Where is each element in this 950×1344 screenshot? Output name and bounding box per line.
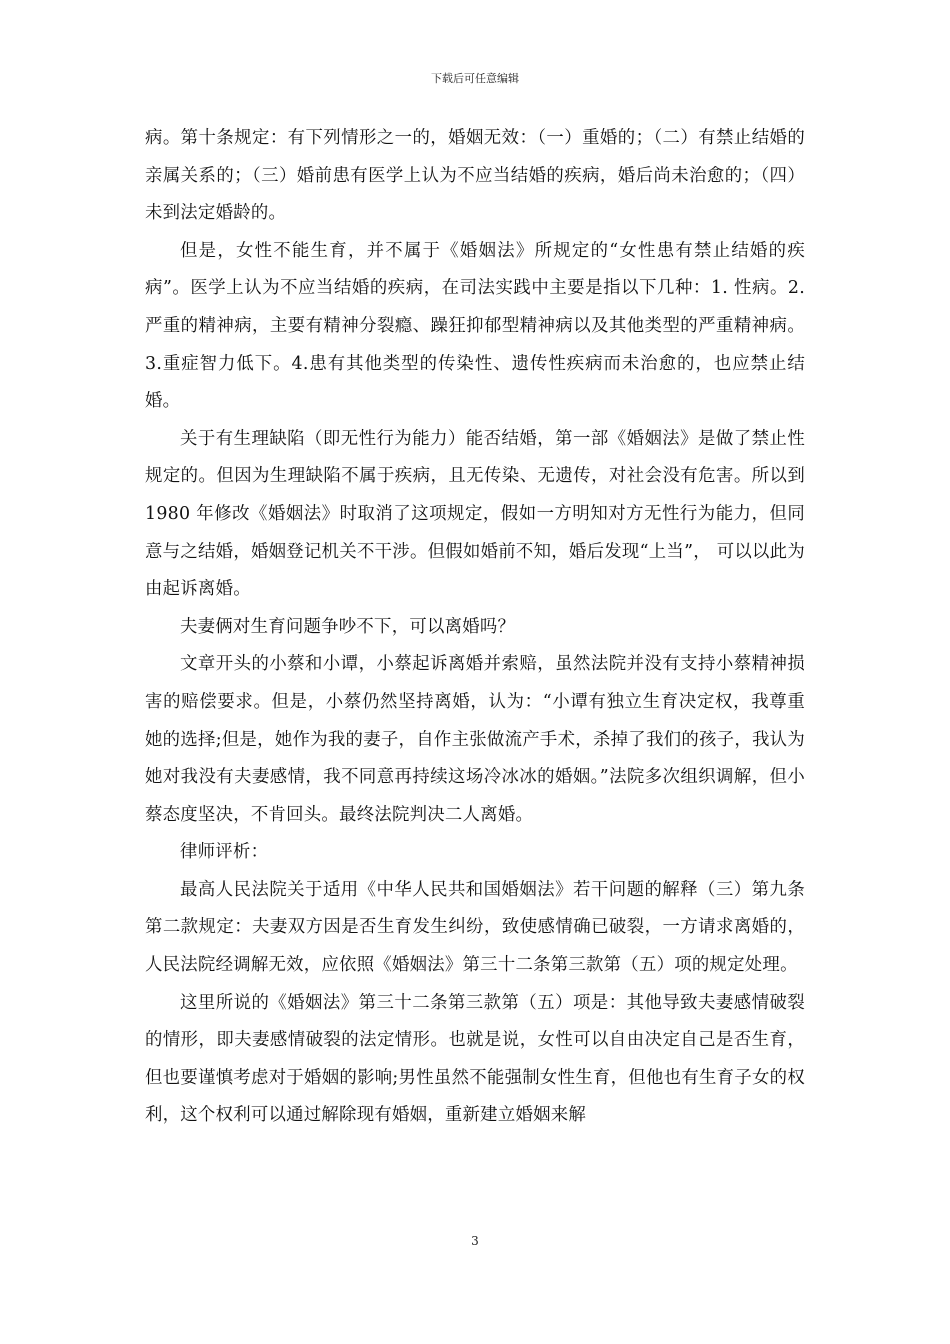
page-number: 3 (471, 1234, 479, 1248)
section-question: 夫妻俩对生育问题争吵不下，可以离婚吗？ (180, 616, 516, 637)
paragraph: 但是，女性不能生育，并不属于《婚姻法》所规定的“女性患有禁止结婚的疾病”。医学上认为不应当结婚的疾病，在司法实践中主要是指以下几种：1. 性病。2.严重的精神病，主要有精神分裂瘾、躁狂抑郁型精神病以及其他类型的严重精神病。3.重症智力低下。4.患有其他类型的传染性、遗传性疾病而未治愈的，也应禁止结婚。 (145, 240, 805, 412)
paragraph: 文章开头的小蔡和小谭，小蔡起诉离婚并索赔，虽然法院并没有支持小蔡精神损害的赔偿要求。但是，小蔡仍然坚持离婚，认为：“小谭有独立生育决定权，我尊重她的选择;但是，她作为我的妻子，自作主张做流产手术，杀掉了我们的孩子，我认为她对我没有夫妻感情，我不同意再持续这场冷冰冰的婚姻。”法院多次组织调解，但小蔡态度坚决，不肯回头。最终法院判决二人离婚。 (145, 654, 805, 825)
document-body (145, 120, 805, 1135)
paragraph: 关于有生理缺陷（即无性行为能力）能否结婚，第一部《婚姻法》是做了禁止性规定的。但因为生理缺陷不属于疾病，且无传染、无遗传，对社会没有危害。所以到 1980 年修改《婚姻法》时取消了这项规定，假如一方明知对方无性行为能力，但同意与之结婚，婚姻登记机关不干涉。但假如婚前不知，婚后发现“上当”， 可以以此为由起诉离婚。 (145, 428, 805, 600)
section-heading: 律师评析： (180, 842, 269, 863)
paragraph: 这里所说的《婚姻法》第三十二条第三款第（五）项是：其他导致夫妻感情破裂的情形，即夫妻感情破裂的法定情形。也就是说，女性可以自由决定自己是否生育，但也要谨慎考虑对于婚姻的影响;男性虽然不能强制女性生育，但他也有生育子女的权利，这个权利可以通过解除现有婚姻，重新建立婚姻来解 (145, 992, 805, 1126)
paragraph: 最高人民法院关于适用《中华人民共和国婚姻法》若干问题的解释（三）第九条第二款规定：夫妻双方因是否生育发生纠纷，致使感情确已破裂，一方请求离婚的，人民法院经调解无效，应依照《婚姻法》第三十二条第三款第（五）项的规定处理。 (145, 879, 805, 976)
page-header: 下载后可任意编辑 (431, 72, 519, 85)
paragraph-continued: 病。第十条规定：有下列情形之一的，婚姻无效：（一）重婚的；（二）有禁止结婚的亲属关系的；（三）婚前患有医学上认为不应当结婚的疾病，婚后尚未治愈的；（四）未到法定婚龄的。 (145, 128, 805, 224)
